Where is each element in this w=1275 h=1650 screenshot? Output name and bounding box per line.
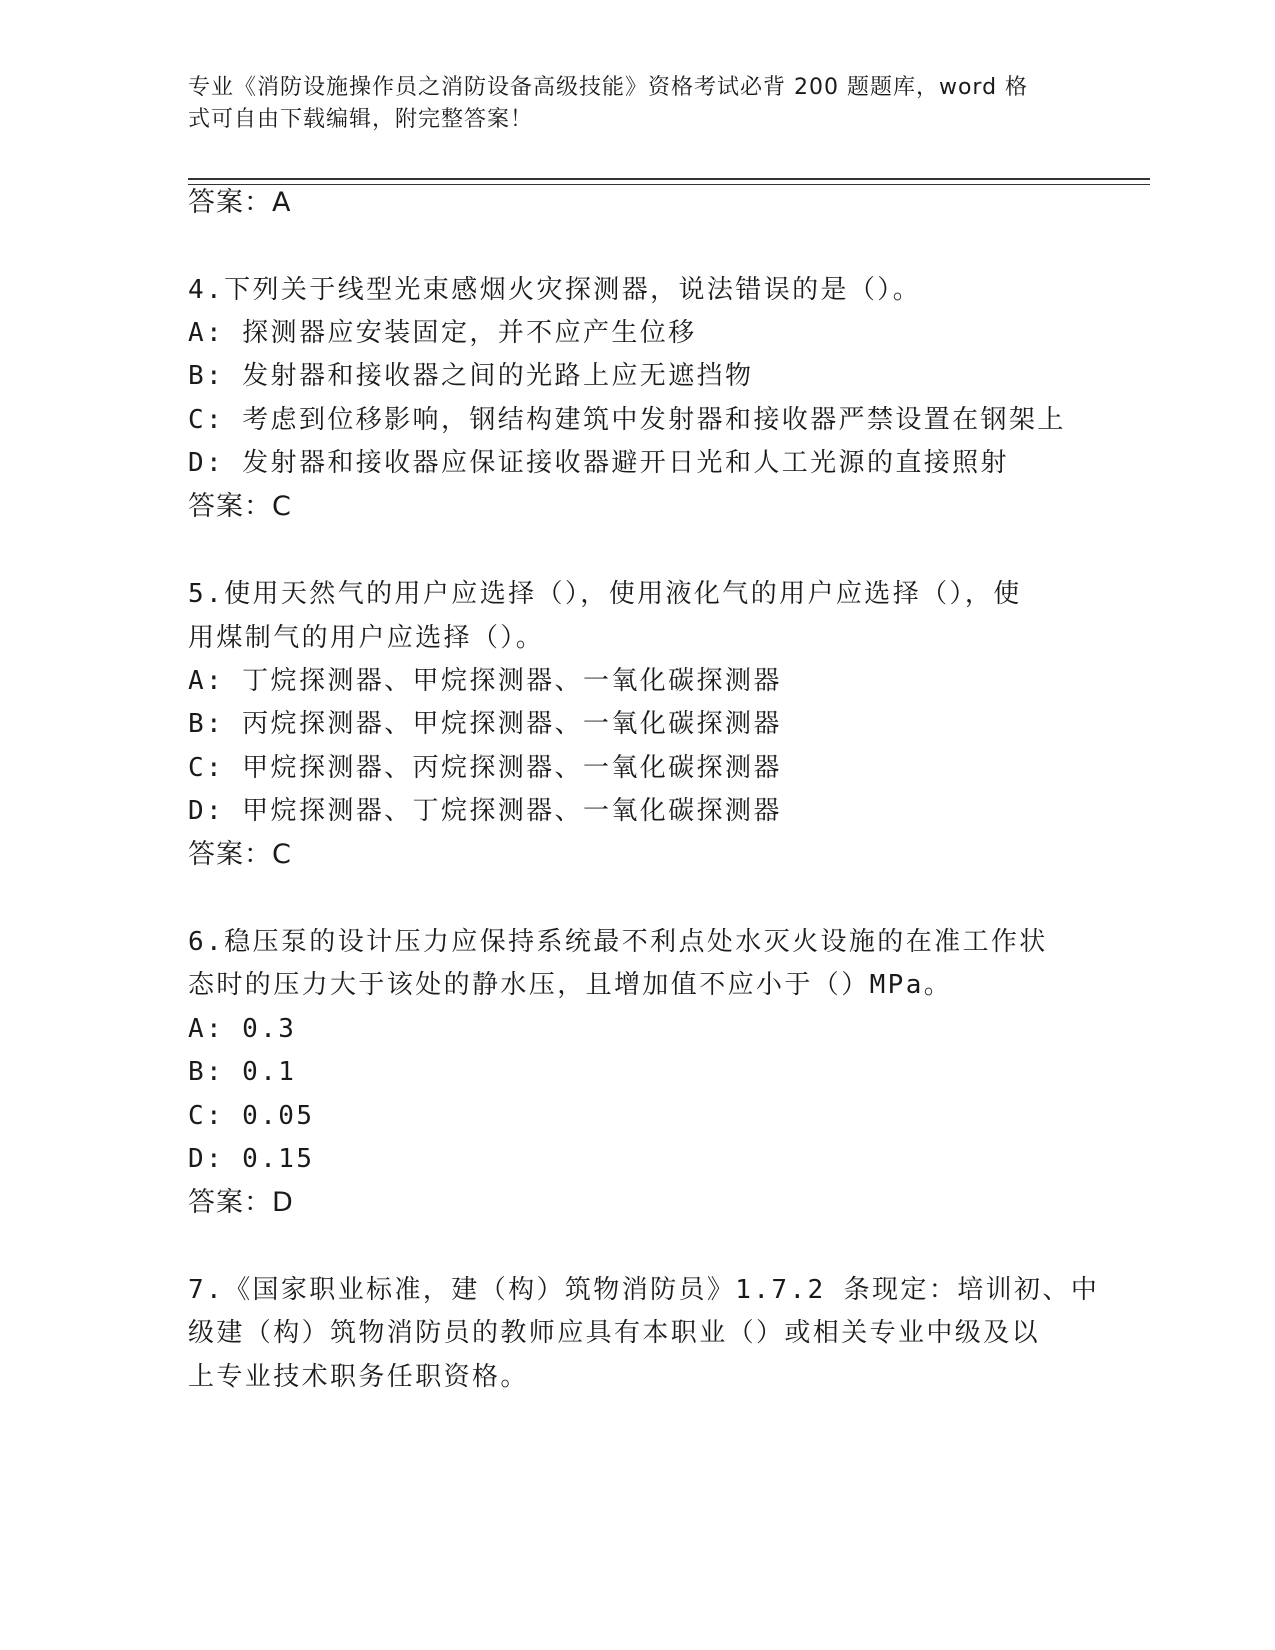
- question-6-option-c: C: 0.05: [188, 1101, 315, 1131]
- question-6-stem-line-2: 态时的压力大于该处的静水压，且增加值不应小于（）MPa。: [188, 970, 953, 1000]
- question-4-option-d: D: 发射器和接收器应保证接收器避开日光和人工光源的直接照射: [188, 448, 1009, 478]
- question-7-stem-line-3: 上专业技术职务任职资格。: [188, 1362, 529, 1392]
- question-5-option-a: A: 丁烷探测器、甲烷探测器、一氧化碳探测器: [188, 666, 782, 696]
- question-5-option-b: B: 丙烷探测器、甲烷探测器、一氧化碳探测器: [188, 709, 782, 739]
- question-5-stem-line-1: 5.使用天然气的用户应选择（），使用液化气的用户应选择（），使: [188, 579, 1022, 609]
- question-4-option-c: C: 考虑到位移影响，钢结构建筑中发射器和接收器严禁设置在钢架上: [188, 405, 1066, 435]
- question-6-stem-line-1: 6.稳压泵的设计压力应保持系统最不利点处水灭火设施的在准工作状: [188, 927, 1048, 957]
- question-6-option-a: A: 0.3: [188, 1014, 297, 1044]
- header-divider-thin: [188, 184, 1150, 185]
- question-4-option-b: B: 发射器和接收器之间的光路上应无遮挡物: [188, 361, 754, 391]
- header-line-2: 式可自由下载编辑，附完整答案！: [188, 107, 534, 132]
- header-divider: [188, 178, 1150, 180]
- document-header: [188, 72, 1068, 136]
- question-7-stem-line-2: 级建（构）筑物消防员的教师应具有本职业（）或相关专业中级及以: [188, 1318, 1041, 1348]
- question-6-option-d: D: 0.15: [188, 1144, 315, 1174]
- question-5-option-c: C: 甲烷探测器、丙烷探测器、一氧化碳探测器: [188, 753, 782, 783]
- question-5-answer: 答案：C: [188, 839, 292, 870]
- question-4-stem: 4.下列关于线型光束感烟火灾探测器，说法错误的是（）。: [188, 275, 922, 305]
- question-7-stem-line-1: 7.《国家职业标准，建（构）筑物消防员》1.7.2 条现定：培训初、中: [188, 1275, 1100, 1305]
- header-line-1: 专业《消防设施操作员之消防设备高级技能》资格考试必背 200 题题库，word 格: [188, 75, 1029, 100]
- question-5-option-d: D: 甲烷探测器、丁烷探测器、一氧化碳探测器: [188, 796, 782, 826]
- question-5-stem-line-2: 用煤制气的用户应选择（）。: [188, 623, 545, 653]
- question-6-answer: 答案：D: [188, 1187, 294, 1218]
- previous-answer: 答案：A: [188, 187, 292, 218]
- question-6-option-b: B: 0.1: [188, 1057, 297, 1087]
- question-4-option-a: A: 探测器应安装固定，并不应产生位移: [188, 318, 697, 348]
- question-4-answer: 答案：C: [188, 491, 292, 522]
